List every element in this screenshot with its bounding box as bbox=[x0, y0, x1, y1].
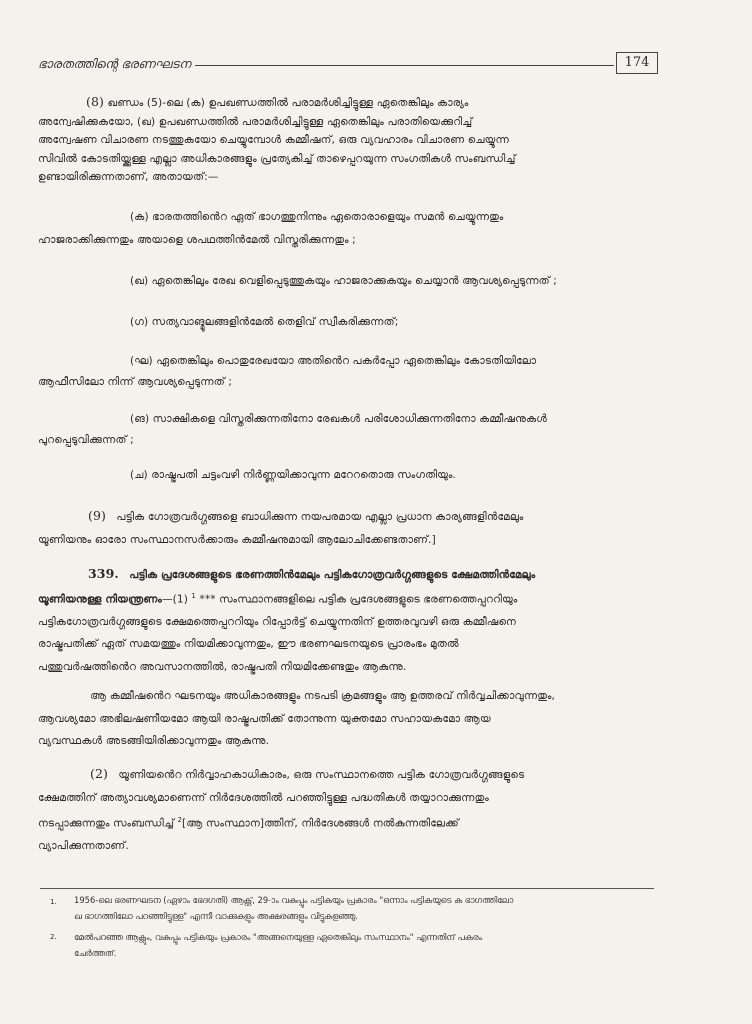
text-line: (ഖ) ഏതെങ്കിലും രേഖ വെളിപ്പെടുത്തുകയും ഹാജരാക്കുകയും ചെയ്യാൻ ആവശ്യപ്പെടുന്നത് ; bbox=[130, 275, 557, 287]
text-line: (ഗ) സത്യവാങ്മൂലങ്ങളിൻമേൽ തെളിവ് സ്വീകരിക്കുന്നത്; bbox=[130, 316, 399, 328]
text-line: ആഫീസിലോ നിന്ന് ആവശ്യപ്പെടുന്നത് ; bbox=[38, 375, 232, 388]
text-line: (ക) ഭാരതത്തിൻെറ ഏത് ഭാഗത്തുനിന്നും ഏതൊരാളെയും സമൻ ചെയ്യുന്നതും bbox=[130, 211, 504, 223]
text-line: അന്വേഷിക്കുകയോ, (ഖ) ഉപഖണ്ഡത്തിൽ പരാമർശിച്ചിട്ടുള്ള ഏതെങ്കിലും പരാതിയെക്കുറിച്ച് bbox=[38, 115, 473, 128]
clause-8 bbox=[38, 93, 654, 187]
page-number: 174 bbox=[616, 52, 658, 74]
clause-number: (2) bbox=[90, 766, 109, 781]
text-line: നടപ്പാക്കുന്നതും സംബന്ധിച്ച് bbox=[38, 817, 178, 830]
footnote-2 bbox=[74, 931, 482, 960]
text-line: പട്ടിക ഗോത്രവർഗ്ഗങ്ങളെ ബാധിക്കുന്ന നയപരമായ എല്ലാ പ്രധാന കാര്യങ്ങളിൻമേലും bbox=[116, 511, 524, 523]
clause-2 bbox=[38, 765, 654, 856]
article-number: 339. bbox=[88, 566, 119, 581]
text-line: ആവശ്യമോ അഭിലഷണീയമോ ആയി രാഷ്ട്രപതിക്ക് തോന്നുന്ന യുക്തമോ സഹായകമോ ആയ bbox=[38, 712, 491, 725]
text-line: (ച) രാഷ്ട്രപതി ചട്ടംവഴി നിർണ്ണയിക്കാവുന്ന മറേറതൊരു സംഗതിയും. bbox=[130, 469, 456, 481]
text-line: സിവിൽ കോടതിയ്ക്കുള്ള എല്ലാ അധികാരങ്ങളും പ്രത്യേകിച്ച് താഴെപ്പറയുന്ന സംഗതികൾ സംബന്ധിച്ച് bbox=[38, 152, 516, 165]
footnote-marker: 2. bbox=[50, 933, 57, 941]
text-line: (ഘ) ഏതെങ്കിലും പൊതുരേഖയോ അതിൻെറ പകർപ്പോ ഏതെങ്കിലും കോടതിയിലോ bbox=[130, 355, 537, 367]
text-line: ആ കമ്മീഷൻെറ ഘടനയും അധികാരങ്ങളും നടപടി ക്രമങ്ങളും ആ ഉത്തരവ് നിർവ്വചിക്കാവുന്നതും, bbox=[90, 690, 556, 702]
sub-item-gha bbox=[38, 352, 654, 391]
header-rule bbox=[188, 65, 614, 66]
clause-number: (8) bbox=[86, 94, 105, 109]
text-line: [ആ സംസ്ഥാന]ത്തിന്, നിർദേശങ്ങൾ നൽകുന്നതിലേക്ക് bbox=[182, 817, 459, 830]
text-line: യൂണിയനും ഓരോ സംസ്ഥാനസർക്കാരും കമ്മീഷനുമായി ആലോചിക്കേണ്ടതാണ്.] bbox=[38, 533, 436, 546]
sub-item-ga bbox=[38, 313, 654, 332]
sub-item-ka bbox=[38, 208, 654, 249]
article-heading: പട്ടിക പ്രദേശങ്ങളുടെ ഭരണത്തിൻമേലും പട്ടികഗോത്രവർഗ്ഗങ്ങളുടെ ക്ഷേമത്തിൻമേലും bbox=[129, 569, 536, 581]
sub-item-cha bbox=[38, 466, 654, 485]
footnote-ref: 2 bbox=[177, 816, 182, 824]
text-line: പട്ടികഗോത്രവർഗ്ഗങ്ങളുടെ ക്ഷേമത്തെപ്പററിയും റിപ്പോർട്ട് ചെയ്യുന്നതിന് ഉത്തരവുവഴി ഒരു കമ്മീഷനെ bbox=[38, 615, 516, 628]
sub-item-nga bbox=[38, 410, 654, 449]
footnote-line: ഖ ഭാഗത്തിലോ പറഞ്ഞിട്ടുള്ള" എന്നീ വാക്കുകളും അക്ഷരങ്ങളും വിട്ടുകളഞ്ഞു. bbox=[74, 911, 358, 921]
footnote-line: മേൽപറഞ്ഞ ആക്റ്റും, വകുപ്പും പട്ടികയും പ്രകാരം "അങ്ങനെയുള്ള ഏതെങ്കിലും സംസ്ഥാനം" എന്നതിന് പകരം bbox=[74, 932, 483, 942]
text-line: *** സംസ്ഥാനങ്ങളിലെ പട്ടിക പ്രദേശങ്ങളുടെ ഭരണത്തെപ്പററിയും bbox=[195, 593, 518, 606]
footnote-rule bbox=[40, 888, 654, 889]
running-header bbox=[38, 52, 658, 78]
text-line: (ങ) സാക്ഷികളെ വിസ്തരിക്കുന്നതിനോ രേഖകൾ പരിശോധിക്കുന്നതിനോ കമ്മീഷനുകൾ bbox=[130, 413, 548, 425]
text-line: വ്യവസ്ഥകൾ അടങ്ങിയിരിക്കാവുന്നതും ആകുന്നു. bbox=[38, 735, 270, 747]
text-line: ഹാജരാക്കിക്കുന്നതും അയാളെ ശപഥത്തിൻമേൽ വിസ്തരിക്കുന്നതും ; bbox=[38, 233, 356, 246]
text-line: ഖണ്ഡം (5)-ലെ (ക) ഉപഖണ്ഡത്തിൽ പരാമർശിച്ചിട്ടുള്ള ഏതെങ്കിലും കാര്യം bbox=[107, 97, 469, 109]
clause-9 bbox=[38, 507, 654, 549]
text-line: ക്ഷേമത്തിന് അത്യാവശ്യമാണെന്ന് നിർദേശത്തിൽ പറഞ്ഞിട്ടുള്ള പദ്ധതികൾ തയ്യാറാക്കുന്നതും bbox=[38, 791, 489, 804]
text-line: പത്തുവർഷത്തിൻെറ അവസാനത്തിൽ, രാഷ്ട്രപതി നിയമിക്കേണ്ടതും ആകുന്നു. bbox=[38, 660, 407, 673]
text-line: വ്യാപിക്കുന്നതാണ്. bbox=[38, 840, 129, 853]
clause-number: (9) bbox=[88, 508, 107, 523]
clause-marker: —(1) bbox=[161, 593, 192, 606]
commission-paragraph bbox=[38, 687, 654, 751]
text-line: ഉണ്ടായിരിക്കുന്നതാണ്, അതായത്:— bbox=[38, 171, 219, 183]
sub-item-kha bbox=[38, 272, 654, 291]
footnote-ref: 1 bbox=[191, 591, 196, 600]
footnote-marker: 1. bbox=[50, 898, 57, 906]
footnote-line: 1956-ലെ ഭരണഘടന (ഏഴാം ഭേദഗതി) ആക്റ്റ്, 29-ാം വകുപ്പും പട്ടികയും പ്രകാരം "ഒന്നാം പട്ടികയുടെ ക ഭാഗത്തിലോ bbox=[74, 895, 514, 905]
text-line: പുറപ്പെടുവിക്കുന്നത് ; bbox=[38, 433, 134, 446]
article-heading-cont: യൂണിയനുള്ള നിയന്ത്രണം bbox=[38, 593, 162, 606]
footnote-line: ചേർത്തത്. bbox=[74, 948, 117, 958]
text-line: യൂണിയൻെറ നിർവ്വാഹകാധികാരം, ഒരു സംസ്ഥാനത്തെ പട്ടിക ഗോത്രവർഗ്ഗങ്ങളുടെ bbox=[118, 769, 525, 781]
text-line: രാഷ്ട്രപതിക്ക് ഏത് സമയത്തും നിയമിക്കാവുന്നതും, ഈ ഭരണഘടനയുടെ പ്രാരംഭം മുതൽ bbox=[38, 638, 459, 651]
footnote-1 bbox=[74, 894, 513, 923]
running-title: ഭാരതത്തിന്റെ ഭരണഘടന bbox=[38, 56, 195, 72]
article-339 bbox=[38, 565, 654, 676]
text-line: അന്വേഷണ വിചാരണ നടത്തുകയോ ചെയ്യുമ്പോൾ കമ്മീഷന്, ഒരു വ്യവഹാരം വിചാരണ ചെയ്യുന്ന bbox=[38, 134, 509, 146]
